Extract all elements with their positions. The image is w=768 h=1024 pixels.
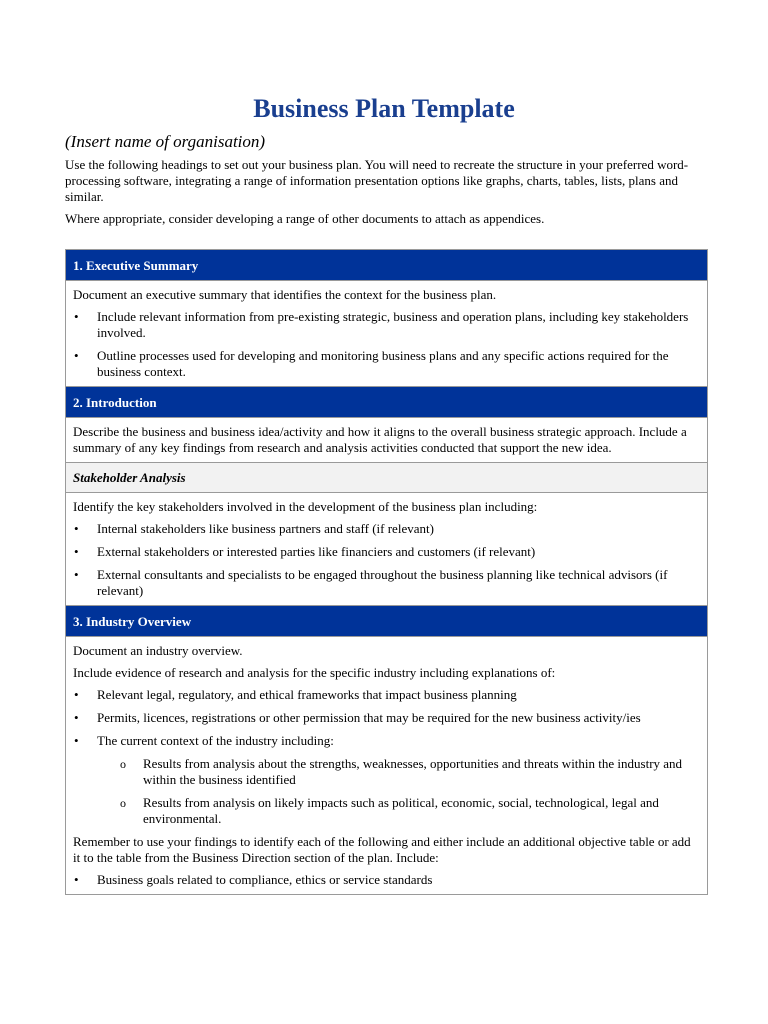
intro-paragraph: Use the following headings to set out your business plan. You will need to recreate the structure in your preferred word-processing software, integrating a range of information presentation options like graphs, charts, tables, lists, plans and similar. <box>65 157 689 204</box>
introduction-heading: 2. Introduction <box>66 387 707 418</box>
industry-evidence-text: Include evidence of research and analysis for the specific industry including explanations of: <box>73 665 556 680</box>
industry-overview-heading: 3. Industry Overview <box>66 606 707 637</box>
list-item: • Relevant legal, regulatory, and ethical frameworks that impact business planning <box>74 687 517 702</box>
stakeholder-analysis-heading: Stakeholder Analysis <box>66 463 707 493</box>
organisation-name-placeholder: (Insert name of organisation) <box>65 132 266 151</box>
introduction-text: Describe the business and business idea/activity and how it aligns to the overall business strategic approach. Include a summary of any key findings from research and analysis activities conducted that support the new idea. <box>73 424 687 455</box>
executive-summary-heading: 1. Executive Summary <box>66 250 707 281</box>
bullet-icon: • <box>74 348 79 363</box>
business-plan-table <box>65 249 708 895</box>
executive-summary-text: Document an executive summary that identifies the context for the business plan. <box>73 287 497 302</box>
bullet-icon: • <box>74 544 79 559</box>
document-title: Business Plan Template <box>253 94 515 123</box>
executive-summary-list <box>73 309 700 380</box>
circle-bullet-icon: o <box>120 757 126 771</box>
industry-overview-text: Document an industry overview. <box>73 643 243 658</box>
list-item: • Business goals related to compliance, ethics or service standards <box>74 872 433 887</box>
executive-summary-cell <box>66 281 707 387</box>
bullet-icon: • <box>74 710 79 725</box>
sub-list-item: o Results from analysis on likely impacts such as political, economic, social, technological, legal and environmental. <box>120 795 659 826</box>
stakeholder-list <box>73 521 700 599</box>
list-item: • Include relevant information from pre-existing strategic, business and operation plans, including key stakeholders involved. <box>74 309 689 340</box>
industry-overview-cell <box>66 637 707 894</box>
stakeholder-analysis-cell <box>66 493 707 606</box>
sub-list-item: o Results from analysis about the strengths, weaknesses, opportunities and threats within the industry and within the business identified <box>120 756 683 787</box>
list-item: • Permits, licences, registrations or other permission that may be required for the new business activity/ies <box>74 710 641 725</box>
introduction-cell <box>66 418 707 463</box>
industry-list <box>73 687 700 827</box>
bullet-icon: • <box>74 733 79 748</box>
appendices-paragraph: Where appropriate, consider developing a range of other documents to attach as appendices. <box>65 211 545 226</box>
list-item: • The current context of the industry including: <box>74 733 334 748</box>
bullet-icon: • <box>74 309 79 324</box>
list-item: • External stakeholders or interested parties like financiers and customers (if relevant) <box>74 544 536 559</box>
list-item: • Internal stakeholders like business partners and staff (if relevant) <box>74 521 434 536</box>
bullet-icon: • <box>74 521 79 536</box>
list-item: • Outline processes used for developing and monitoring business plans and any specific actions required for the business context. <box>74 348 669 379</box>
bullet-icon: • <box>74 567 79 582</box>
industry-goals-list <box>73 872 700 888</box>
bullet-icon: • <box>74 872 79 887</box>
circle-bullet-icon: o <box>120 796 126 810</box>
industry-reminder-text: Remember to use your findings to identify each of the following and either include an additional objective table or add it to the table from the Business Direction section of the plan. Include: <box>73 834 691 865</box>
list-item: • External consultants and specialists to be engaged throughout the business planning like technical advisors (if relevant) <box>74 567 668 598</box>
bullet-icon: • <box>74 687 79 702</box>
stakeholder-analysis-text: Identify the key stakeholders involved in the development of the business plan including: <box>73 499 538 514</box>
